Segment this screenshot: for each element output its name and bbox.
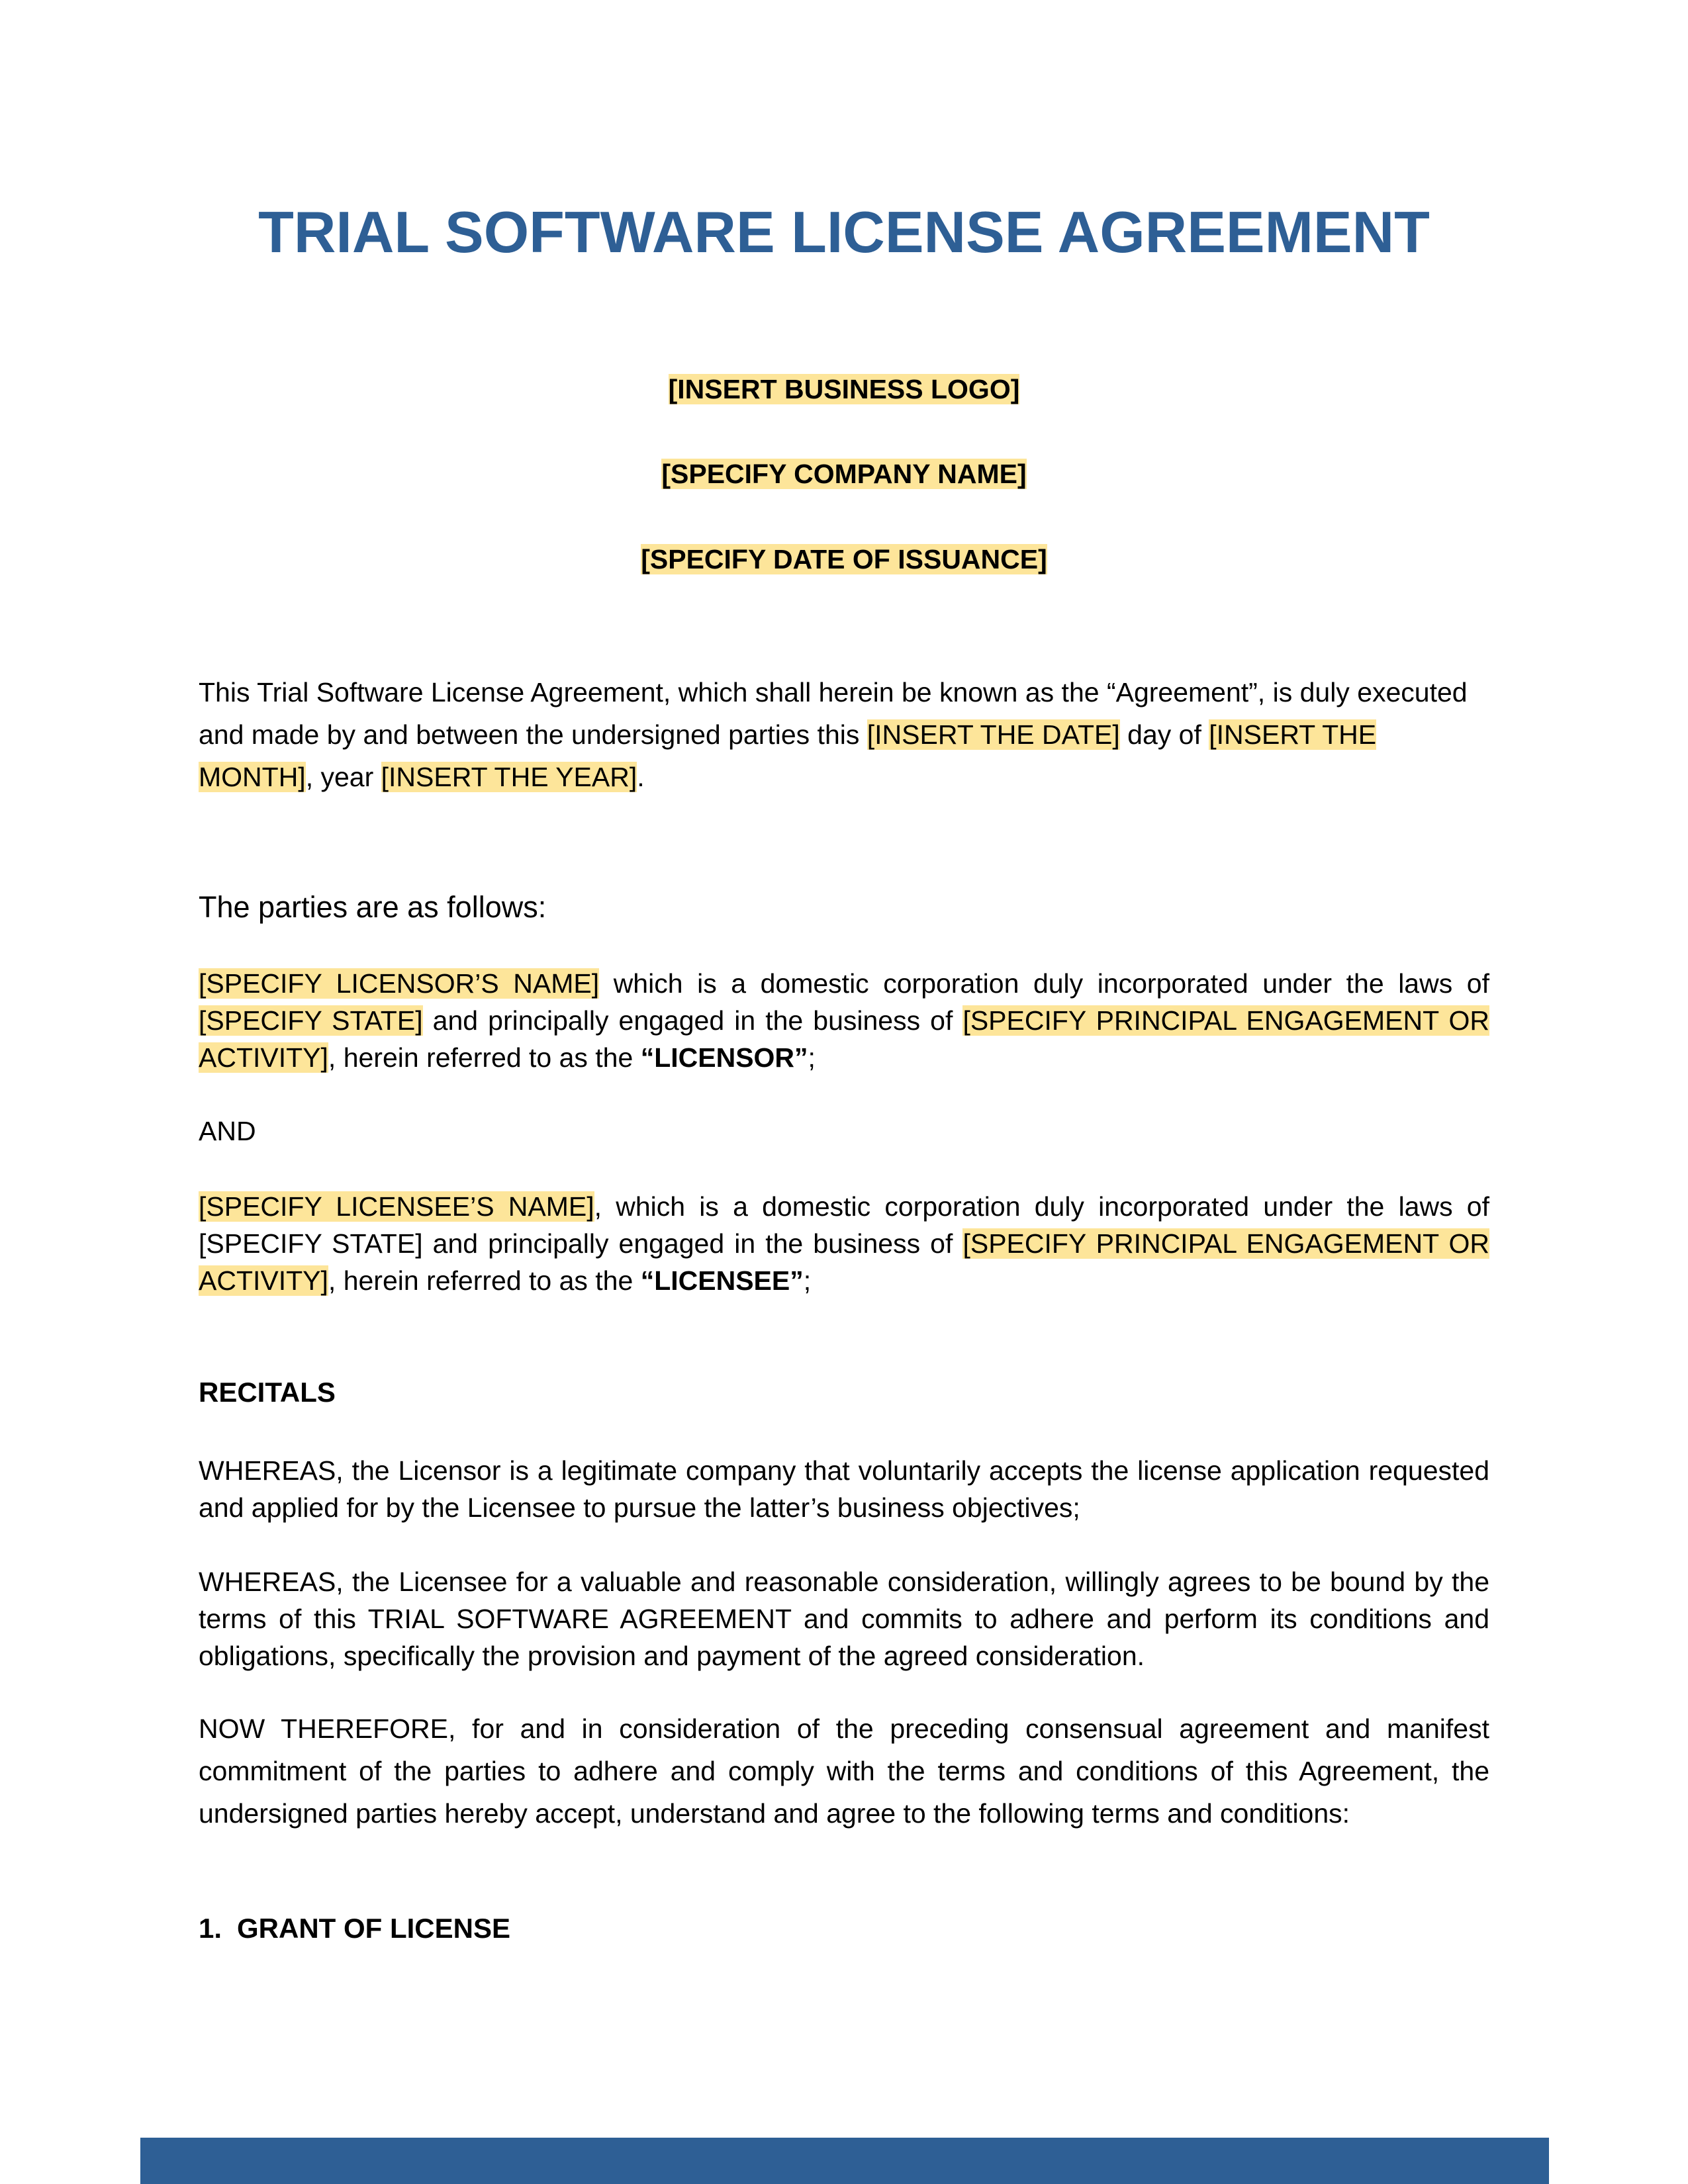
parties-intro: The parties are as follows:	[199, 890, 547, 924]
now-therefore-paragraph: NOW THEREFORE, for and in consideration of the preceding consensual agreement and manifest commitment of the parties to adhere and comply with the terms and conditions of this Agreement, the undersigned parties hereby accept, understand and agree to the following terms and conditions:	[199, 1713, 1489, 1829]
section-1-title: GRANT OF LICENSE	[237, 1913, 511, 1944]
company-name-placeholder-line	[0, 459, 1688, 490]
intro-text-2: day of	[1119, 719, 1209, 750]
footer-bar	[140, 2138, 1549, 2184]
licensee-name-placeholder: [SPECIFY LICENSEE’S NAME]	[199, 1191, 594, 1222]
document-title: TRIAL SOFTWARE LICENSE AGREEMENT	[258, 199, 1430, 265]
licensor-label: “LICENSOR”	[640, 1042, 808, 1073]
licensee-label: “LICENSEE”	[640, 1265, 804, 1296]
licensor-name-placeholder: [SPECIFY LICENSOR’S NAME]	[199, 968, 600, 999]
licensor-activity-placeholder: [SPECIFY PRINCIPAL ENGAGEMENT OR ACTIVITY]	[199, 1005, 1489, 1073]
intro-text-3: , year	[305, 762, 381, 792]
intro-paragraph	[199, 671, 1489, 798]
section-1-heading	[199, 1913, 510, 1944]
intro-text-4: .	[637, 762, 645, 792]
section-1-number: 1.	[199, 1913, 222, 1944]
licensor-paragraph	[199, 965, 1489, 1076]
recitals-heading: RECITALS	[199, 1377, 336, 1408]
issuance-date-placeholder: [SPECIFY DATE OF ISSUANCE]	[641, 544, 1047, 574]
insert-date-placeholder: [INSERT THE DATE]	[867, 719, 1120, 750]
intro-text-1: This Trial Software License Agreement, which shall herein be known as the “Agreement”, is duly executed and made by and between the undersigned parties this	[199, 677, 1468, 750]
insert-month-placeholder: [INSERT THE MONTH]	[199, 719, 1377, 792]
issuance-date-placeholder-line	[0, 544, 1688, 575]
licensor-state-placeholder: [SPECIFY STATE]	[199, 1005, 423, 1036]
business-logo-placeholder: [INSERT BUSINESS LOGO]	[668, 374, 1020, 404]
licensee-text-2: , herein referred to as the	[328, 1265, 641, 1296]
licensee-text-1: , which is a domestic corporation duly incorporated under the laws of [SPECIFY STATE] and principally engaged in the business of	[199, 1191, 1489, 1259]
business-logo-placeholder-line	[0, 374, 1688, 405]
licensee-paragraph	[199, 1188, 1489, 1299]
licensor-text-1: which is a domestic corporation duly incorporated under the laws of	[599, 968, 1489, 999]
insert-year-placeholder: [INSERT THE YEAR]	[381, 762, 637, 792]
whereas-paragraph-1: WHEREAS, the Licensor is a legitimate company that voluntarily accepts the license application requested and applied for by the Licensee to pursue the latter’s business objectives;	[199, 1455, 1489, 1523]
licensor-text-3: , herein referred to as the	[328, 1042, 641, 1073]
whereas-paragraph-2: WHEREAS, the Licensee for a valuable and reasonable consideration, willingly agrees to be bound by the terms of this TRIAL SOFTWARE AGREEMENT and commits to adhere and perform its conditions and obligations, specifically the provision and payment of the agreed consideration.	[199, 1567, 1489, 1671]
licensor-text-2: and principally engaged in the business of	[422, 1005, 963, 1036]
licensor-text-4: ;	[808, 1042, 816, 1073]
licensee-text-3: ;	[803, 1265, 812, 1296]
licensee-activity-placeholder: [SPECIFY PRINCIPAL ENGAGEMENT OR ACTIVITY]	[199, 1228, 1489, 1296]
company-name-placeholder: [SPECIFY COMPANY NAME]	[661, 459, 1027, 489]
and-text: AND	[199, 1116, 256, 1146]
